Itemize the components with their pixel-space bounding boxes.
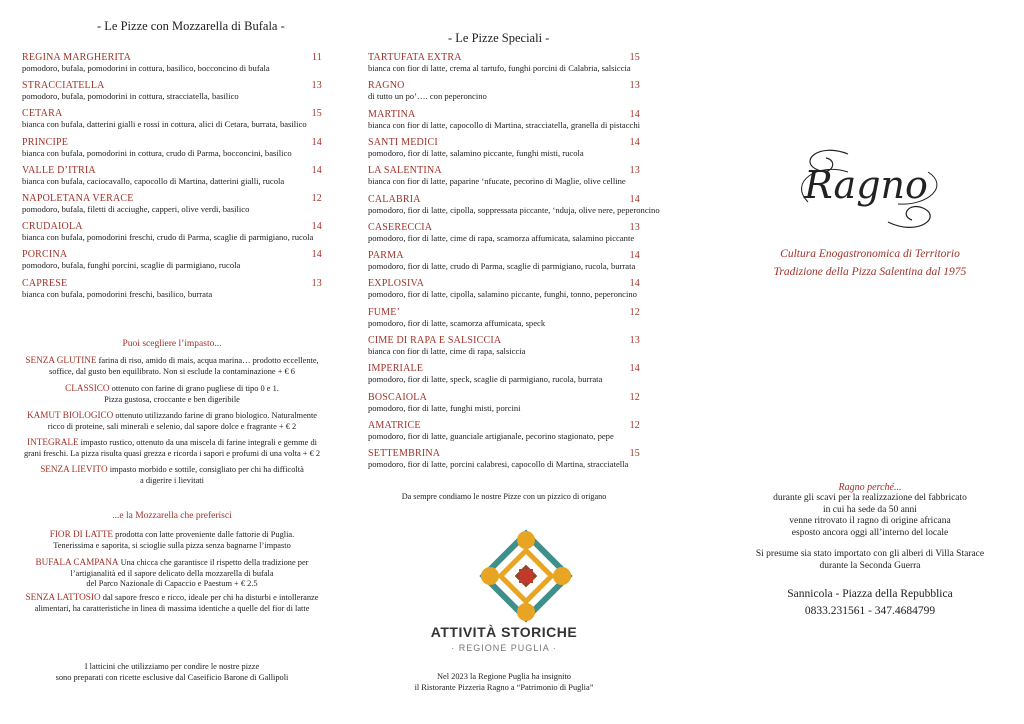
option-label: INTEGRALE xyxy=(27,437,79,447)
option-paragraph xyxy=(22,592,322,614)
patrimonio-line-2: il Ristorante Pizzeria Ragno a “Patrimonio di Puglia” xyxy=(414,682,594,692)
option-line xyxy=(22,437,322,449)
pizza-name: FUME’ xyxy=(368,306,401,318)
pizza-item xyxy=(368,52,640,73)
patrimonio-note xyxy=(368,672,640,693)
option-paragraph xyxy=(22,529,322,551)
option-text: ottenuto utilizzando farine di grano biologico. Naturalmente xyxy=(113,411,318,420)
latticini-note xyxy=(22,662,322,683)
option-line: del Parco Nazionale di Capaccio e Paestum + € 2.5 xyxy=(86,579,258,588)
pizza-row xyxy=(368,278,640,289)
pizza-price: 14 xyxy=(311,164,322,176)
option-label: KAMUT BIOLOGICO xyxy=(26,410,114,420)
pizza-description: di tutto un po’…. con peperoncino xyxy=(368,91,487,102)
option-label: SENZA LIEVITO xyxy=(40,464,108,474)
perche-line: durante la Seconda Guerra xyxy=(819,560,921,571)
option-text: impasto morbido e sottile, consigliato per chi ha difficoltà xyxy=(107,465,304,474)
option-label: BUFALA CAMPANA xyxy=(35,557,119,567)
perche-paragraph-1 xyxy=(720,493,1020,539)
pizza-price: 15 xyxy=(629,52,640,63)
option-line: alimentari, ha caratteristiche in linea di massima identiche a quelle del fior di latte xyxy=(34,603,310,613)
pizza-price: 14 xyxy=(629,278,640,290)
pizza-row xyxy=(22,80,322,91)
pizza-description: pomodoro, fior di latte, cipolla, soppressata piccante, ‘nduja, olive nere, peperoncino xyxy=(368,204,660,215)
pizza-item xyxy=(368,165,640,186)
pizza-description: pomodoro, fior di latte, scamorza affumicata, speck xyxy=(368,317,546,328)
pizza-row xyxy=(368,137,640,148)
pizza-description: pomodoro, fior di latte, guanciale artigianale, pecorino stagionato, pepe xyxy=(368,430,614,441)
option-paragraph xyxy=(22,464,322,486)
pizza-name: PRINCIPE xyxy=(22,136,69,148)
pizza-description: pomodoro, fior di latte, cipolla, salamino piccante, funghi, tonno, peperoncino xyxy=(368,289,637,300)
perche-title: Ragno perché... xyxy=(838,482,902,493)
pizza-row xyxy=(22,137,322,148)
pizza-row xyxy=(368,109,640,120)
pizza-description: pomodoro, bufala, filetti di acciughe, capperi, olive verdi, basilico xyxy=(22,204,250,214)
option-text: farina di riso, amido di mais, acqua marina… prodotto eccellente, xyxy=(96,356,319,365)
pizza-name: SETTEMBRINA xyxy=(368,448,441,460)
pizza-price: 14 xyxy=(311,221,322,233)
pizza-row xyxy=(368,392,640,403)
pizza-price: 13 xyxy=(629,165,640,177)
pizza-description: pomodoro, bufala, pomodorini in cottura, stracciatella, basilico xyxy=(22,91,239,102)
pizza-name: SANTI MEDICI xyxy=(368,136,438,148)
pizza-name: CETARA xyxy=(22,108,63,120)
pizza-row xyxy=(368,250,640,261)
attivita-storiche-emblem xyxy=(478,528,574,629)
pizza-row xyxy=(22,278,322,289)
pizza-row xyxy=(368,80,640,91)
option-text: dal sapore fresco e ricco, ideale per chi ha disturbi e intolleranze xyxy=(100,593,319,602)
pizza-item xyxy=(368,335,640,356)
pizza-description: pomodoro, bufala, pomodorini in cottura, basilico, bocconcino di bufala xyxy=(22,63,270,73)
option-line xyxy=(22,383,322,395)
pizza-row xyxy=(22,52,322,63)
pizza-name: LA SALENTINA xyxy=(368,165,442,177)
pizza-price: 14 xyxy=(629,363,640,375)
pizza-name: REGINA MARGHERITA xyxy=(22,52,131,63)
pizza-name: BOSCAIOLA xyxy=(368,391,428,403)
pizza-name: NAPOLETANA VERACE xyxy=(22,193,134,204)
pizza-item xyxy=(22,137,322,158)
pizza-price: 13 xyxy=(311,80,322,92)
pizza-row xyxy=(368,448,640,459)
bufala-section-title: - Le Pizze con Mozzarella di Bufala - xyxy=(97,19,285,33)
option-paragraph xyxy=(22,410,322,432)
pizza-price: 15 xyxy=(311,108,322,120)
perche-line: Si presume sia stato importato con gli alberi di Villa Starace xyxy=(755,549,985,559)
pizza-price: 13 xyxy=(629,335,640,346)
pizza-price: 14 xyxy=(311,249,322,261)
perche-line: esposto ancora oggi all’interno del locale xyxy=(791,527,949,538)
pizza-item xyxy=(22,165,322,186)
pizza-name: CALABRIA xyxy=(368,193,421,205)
pizza-price: 12 xyxy=(629,391,640,403)
pizza-description: bianca con fior di latte, paparine ‘nfucate, pecorino di Maglie, olive celline xyxy=(368,176,626,187)
pizza-item xyxy=(368,448,640,469)
latticini-line-1: I latticini che utilizziamo per condire le nostre pizze xyxy=(84,662,260,671)
option-line xyxy=(22,529,322,541)
option-text: Una chicca che garantisce il rispetto della tradizione per xyxy=(118,558,309,567)
pizza-name: PARMA xyxy=(368,250,404,262)
pizza-item xyxy=(22,249,322,270)
pizza-name: STRACCIATELLA xyxy=(22,80,105,92)
pizza-name: RAGNO xyxy=(368,80,405,92)
pizza-price: 14 xyxy=(629,136,640,148)
pizza-description: pomodoro, fior di latte, porcini calabresi, capocollo di Martina, stracciatella xyxy=(368,459,629,470)
option-line xyxy=(22,464,322,476)
pizza-price: 13 xyxy=(311,277,322,289)
pizza-item xyxy=(22,278,322,299)
pizza-row xyxy=(22,165,322,176)
pizza-price: 13 xyxy=(629,221,640,233)
phone-numbers: 0833.231561 - 347.4684799 xyxy=(804,605,936,617)
pizza-name: VALLE D’ITRIA xyxy=(22,164,96,176)
option-paragraph xyxy=(22,557,322,590)
perche-line: durante gli scavi per la realizzazione del fabbricato xyxy=(773,493,967,503)
pizza-item xyxy=(22,108,322,129)
option-text: ottenuto con farine di grano pugliese di tipo 0 e 1. xyxy=(109,384,279,393)
pizza-description: pomodoro, bufala, funghi porcini, scaglie di parmigiano, rucola xyxy=(22,260,241,271)
option-line: Tenerissima e saporita, si scioglie sulla pizza senza bagnarne l’impasto xyxy=(53,540,291,550)
option-line xyxy=(22,557,322,569)
pizza-name: IMPERIALE xyxy=(368,363,424,375)
option-line: soffice, dal gusto ben equilibrato. Non si esclude la contaminazione + € 6 xyxy=(49,366,295,376)
pizza-row xyxy=(22,193,322,204)
pizza-description: pomodoro, fior di latte, funghi misti, porcini xyxy=(368,402,521,413)
pizza-description: pomodoro, fior di latte, cime di rapa, scamorza affumicata, salamino piccante xyxy=(368,232,635,243)
pizza-description: pomodoro, fior di latte, salamino piccante, funghi misti, rucola xyxy=(368,147,584,158)
pizza-item xyxy=(368,193,660,215)
pizza-item xyxy=(368,222,640,243)
pizza-name: CAPRESE xyxy=(22,277,68,289)
pizza-row xyxy=(368,52,640,63)
perche-line: venne ritrovato il ragno di origine africana xyxy=(789,516,951,526)
pizza-row xyxy=(22,108,322,119)
pizza-item xyxy=(368,250,640,271)
pizza-description: bianca con bufala, pomodorini in cottura, crudo di Parma, bocconcini, basilico xyxy=(22,147,292,158)
option-label: SENZA GLUTINE xyxy=(25,355,97,365)
pizza-price: 15 xyxy=(629,448,640,460)
pizza-item xyxy=(22,221,322,242)
pizza-row xyxy=(368,420,640,431)
pizza-description: bianca con bufala, caciocavallo, capocollo di Martina, datterini gialli, rucola xyxy=(22,175,285,186)
option-paragraph xyxy=(22,437,322,459)
pizza-row xyxy=(368,165,640,176)
tagline-2: Tradizione della Pizza Salentina dal 1975 xyxy=(773,266,967,278)
pizza-price: 12 xyxy=(311,193,322,204)
pizza-description: bianca con bufala, pomodorini freschi, basilico, burrata xyxy=(22,288,213,299)
option-line: a digerire i lievitati xyxy=(140,475,204,485)
option-label: FIOR DI LATTE xyxy=(49,529,114,539)
option-line: Pizza gustosa, croccante e ben digeribile xyxy=(104,394,240,404)
pizza-price: 12 xyxy=(629,306,640,318)
pizza-description: bianca con fior di latte, cime di rapa, salsiccia xyxy=(368,346,526,356)
option-text: prodotta con latte proveniente dalle fattorie di Puglia. xyxy=(113,530,295,539)
pizza-item xyxy=(368,278,640,299)
option-line xyxy=(22,355,322,367)
pizza-name: CASERECCIA xyxy=(368,221,433,233)
pizza-item xyxy=(22,193,322,214)
option-label: SENZA LATTOSIO xyxy=(25,592,101,602)
pizza-description: bianca con fior di latte, crema al tartufo, funghi porcini di Calabria, salsiccia xyxy=(368,63,631,73)
pizza-description: pomodoro, fior di latte, crudo di Parma, scaglie di parmigiano, rucola, burrata xyxy=(368,261,636,272)
pizza-price: 14 xyxy=(311,136,322,148)
pizza-price: 14 xyxy=(629,193,640,205)
pizza-item xyxy=(22,52,322,73)
pizza-row xyxy=(22,249,322,260)
patrimonio-line-1: Nel 2023 la Regione Puglia ha insignito xyxy=(437,672,571,681)
latticini-line-2: sono preparati con ricette esclusive dal Caseificio Barone di Gallipoli xyxy=(55,672,289,682)
pizza-row xyxy=(368,307,640,318)
ragno-logo xyxy=(778,142,958,232)
attivita-storiche-title: ATTIVITÀ STORICHE xyxy=(430,624,578,640)
option-line xyxy=(22,410,322,422)
pizza-item xyxy=(22,80,322,101)
ragno-logo-text: Ragno xyxy=(804,163,928,207)
option-line: grani freschi. La pizza risulta quasi grezza e ricorda i sapori e profumi di una volta + € 2 xyxy=(23,448,321,458)
ragno-swirl-icon xyxy=(778,142,958,237)
pizza-item xyxy=(368,307,640,328)
pizza-row xyxy=(368,363,640,374)
pizza-name: TARTUFATA EXTRA xyxy=(368,52,462,63)
pizza-row xyxy=(368,335,640,346)
option-paragraph xyxy=(22,355,322,377)
pizza-name: AMATRICE xyxy=(368,419,421,431)
pizza-price: 11 xyxy=(311,52,322,63)
perche-line: in cui ha sede da 50 anni xyxy=(823,504,917,515)
pizza-name: CRUDAIOLA xyxy=(22,221,83,233)
pizza-description: bianca con bufala, datterini gialli e rossi in cottura, alici di Cetara, burrata, basilico xyxy=(22,119,307,130)
pizza-name: MARTINA xyxy=(368,108,416,120)
pizza-price: 14 xyxy=(629,108,640,120)
option-paragraph xyxy=(22,383,322,405)
pizza-item xyxy=(368,137,640,158)
pizza-name: PORCINA xyxy=(22,249,68,261)
option-label: CLASSICO xyxy=(65,383,110,393)
attivita-storiche-logo-icon xyxy=(478,528,574,624)
origano-note: Da sempre condiamo le nostre Pizze con un pizzico di origano xyxy=(401,492,607,501)
speciali-section-title: - Le Pizze Speciali - xyxy=(448,31,550,45)
perche-paragraph-2 xyxy=(720,549,1020,572)
pizza-item xyxy=(368,420,640,441)
option-text: impasto rustico, ottenuto da una miscela di farine integrali e gemme di xyxy=(78,438,317,447)
pizza-row xyxy=(22,221,322,232)
option-line: ricco di proteine, sali minerali e selenio, dal sapore dolce e fragrante + € 2 xyxy=(47,421,297,431)
pizza-item xyxy=(368,392,640,413)
pizza-row xyxy=(368,194,640,205)
regione-puglia-subtitle: · REGIONE PUGLIA · xyxy=(451,643,557,653)
pizza-price: 13 xyxy=(629,80,640,92)
pizza-item xyxy=(368,363,640,384)
pizza-description: bianca con fior di latte, capocollo di Martina, stracciatella, granella di pistacchi xyxy=(368,119,641,130)
tagline-1: Cultura Enogastronomica di Territorio xyxy=(780,248,960,260)
pizza-name: EXPLOSIVA xyxy=(368,278,425,290)
option-line: l’artigianalità ed il sapore delicato della mozzarella di bufala xyxy=(70,568,274,578)
pizza-item xyxy=(368,109,640,130)
pizza-name: CIME DI RAPA E SALSICCIA xyxy=(368,335,502,346)
pizza-description: pomodoro, fior di latte, speck, scaglie di parmigiano, rucola, burrata xyxy=(368,374,603,385)
pizza-item xyxy=(368,80,640,101)
pizza-row xyxy=(368,222,640,233)
address: Sannicola - Piazza della Repubblica xyxy=(787,588,953,600)
mozzarella-title: ...e la Mozzarella che preferisci xyxy=(112,511,232,521)
pizza-description: bianca con bufala, pomodorini freschi, crudo di Parma, scaglie di parmigiano, rucola xyxy=(22,232,314,243)
pizza-price: 12 xyxy=(629,419,640,431)
option-line xyxy=(22,592,322,604)
impasto-title: Puoi scegliere l’impasto... xyxy=(122,339,222,349)
pizza-price: 14 xyxy=(629,250,640,262)
